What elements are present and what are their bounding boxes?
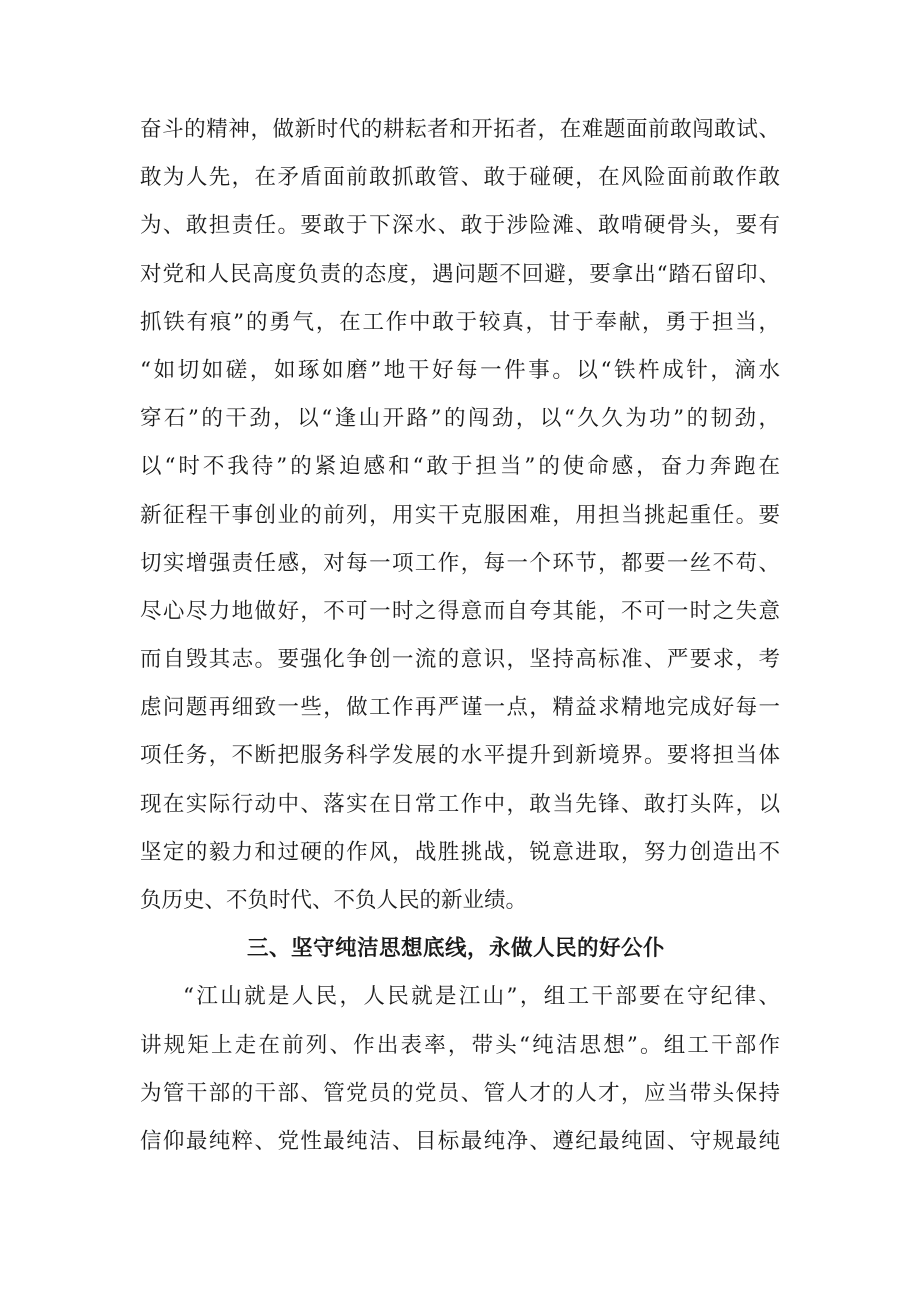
paragraph-line: “江山就是人民，人民就是江山”，组工干部要在守纪律、 <box>183 984 780 1010</box>
paragraph-line: 而自毁其志。要强化争创一流的意识，坚持高标准、严要求，考 <box>140 647 780 673</box>
paragraph-line: 现在实际行动中、落实在日常工作中，敢当先锋、敢打头阵，以 <box>140 791 780 817</box>
paragraph-line: 奋斗的精神，做新时代的耕耘者和开拓者，在难题面前敢闯敢试、 <box>140 117 780 142</box>
paragraph-line: 讲规矩上走在前列、作出表率，带头“纯洁思想”。组工干部作 <box>140 1032 780 1058</box>
paragraph-line: 新征程干事创业的前列，用实干克服困难，用担当挑起重任。要 <box>140 502 780 528</box>
paragraph-line: 虑问题再细致一些，做工作再严谨一点，精益求精地完成好每一 <box>140 695 780 721</box>
paragraph-line: 穿石”的干劲，以“逢山开路”的闯劲，以“久久为功”的韧劲， <box>140 406 780 432</box>
paragraph-line: 抓铁有痕”的勇气，在工作中敢于较真，甘于奉献，勇于担当， <box>140 309 780 335</box>
paragraph-line: 信仰最纯粹、党性最纯洁、目标最纯净、遵纪最纯固、守规最纯 <box>140 1128 780 1154</box>
paragraph-line: 以“时不我待”的紧迫感和“敢于担当”的使命感，奋力奔跑在 <box>140 454 780 480</box>
paragraph-line: 尽心尽力地做好，不可一时之得意而自夸其能，不可一时之失意 <box>140 598 780 624</box>
paragraph-line: 坚定的毅力和过硬的作风，战胜挑战，锐意进取，努力创造出不 <box>140 839 780 865</box>
paragraph-line: 为、敢担责任。要敢于下深水、敢于涉险滩、敢啃硬骨头，要有 <box>140 213 780 239</box>
paragraph-line: 对党和人民高度负责的态度，遇问题不回避，要拿出“踏石留印、 <box>140 261 780 287</box>
section-heading: 三、坚守纯洁思想底线，永做人民的好公仆 <box>247 936 666 962</box>
paragraph-line: 项任务，不断把服务科学发展的水平提升到新境界。要将担当体 <box>140 743 780 769</box>
paragraph-line: “如切如磋，如琢如磨”地干好每一件事。以“铁杵成针，滴水 <box>140 357 780 383</box>
document-body <box>140 106 780 1166</box>
paragraph-line: 为管干部的干部、管党员的党员、管人才的人才，应当带头保持 <box>140 1080 780 1106</box>
paragraph-line: 负历史、不负时代、不负人民的新业绩。 <box>140 888 528 913</box>
paragraph-line: 切实增强责任感，对每一项工作，每一个环节，都要一丝不苟、 <box>140 550 780 576</box>
paragraph-line: 敢为人先，在矛盾面前敢抓敢管、敢于碰硬，在风险面前敢作敢 <box>140 165 780 191</box>
